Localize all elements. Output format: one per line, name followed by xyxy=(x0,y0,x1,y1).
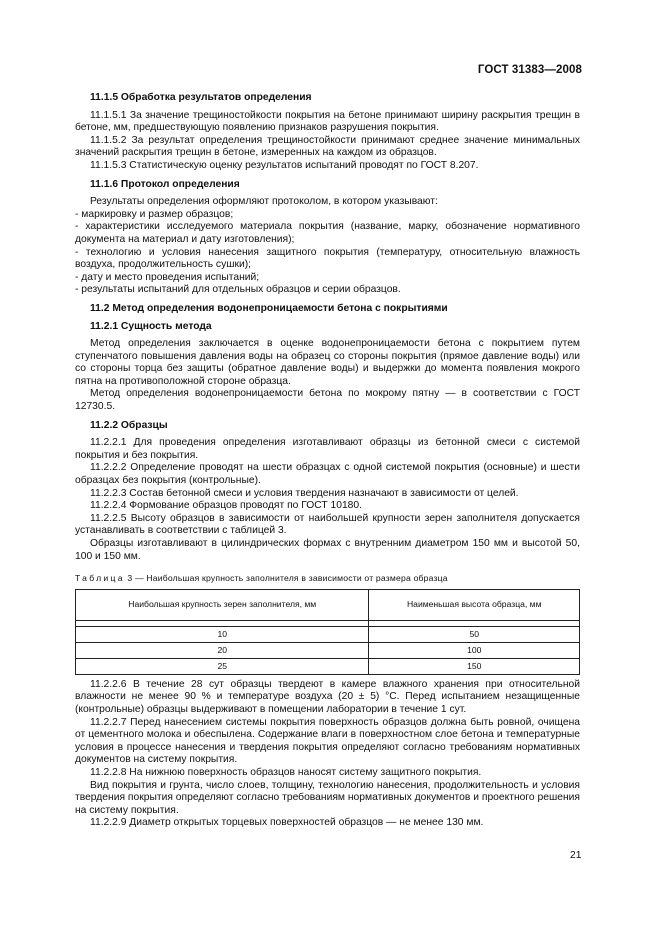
table-cell: 25 xyxy=(76,658,369,674)
para-11-2-2-7: 11.2.2.7 Перед нанесением системы покрытия поверхность образцов должна быть ровной, очищена от цементного молока и обеспылена. Содержание влаги в поверхностном слое бетона и температурные условия в процессе нанесения и твердения покрытия определяют согласно требованиям нормативных документов на систему покрытия. xyxy=(75,716,580,766)
table-header-cell: Наибольшая крупность зерен заполнителя, мм xyxy=(76,589,369,620)
para-11-1-5-1: 11.1.5.1 За значение трещиностойкости покрытия на бетоне принимают ширину раскрытия трещин в бетоне, мм, предшествующую появлению признаков разрушения покрытия. xyxy=(75,109,580,134)
para-11-2-2-6: 11.2.2.6 В течение 28 сут образцы твердеют в камере влажного хранения при относительной влажности не менее 90 % и температуре воздуха (20 ± 5) °С. Перед испытанием незащищенные (контрольные) образцы выдерживают в помещении лаборатории в течение 1 сут. xyxy=(75,678,580,715)
protocol-list-item: - технологию и условия нанесения защитного покрытия (температуру, относительную влажность воздуха, продолжительность сушки); xyxy=(75,246,580,271)
heading-11-1-6: 11.1.6 Протокол определения xyxy=(90,178,240,190)
method-essence-para: Метод определения заключается в оценке водонепроницаемости бетона с покрытием путем ступенчатого повышения давления воды на образец со стороны покрытия (прямое давление воды) или со стороны торца без защиты (обратное давление воды) и выдержки до момента появления мокрого пятна на противоположной стороне образца. xyxy=(75,338,580,387)
table-caption-word: Таблица xyxy=(75,573,125,584)
protocol-list-item: - характеристики исследуемого материала покрытия (название, марку, обозначение нормативного документа на материал и дату изготовления); xyxy=(75,221,580,245)
page-body xyxy=(75,92,580,830)
table-header-cell: Наименьшая высота образца, мм xyxy=(369,589,580,620)
table-cell: 150 xyxy=(369,658,580,674)
para-11-2-2-4: 11.2.2.4 Формование образцов проводят по ГОСТ 10180. xyxy=(90,500,362,512)
coating-conditions-para: Вид покрытия и грунта, число слоев, толщину, технологию нанесения, продолжительность и условия твердения покрытия определяют согласно требованиям нормативных документов и проектного решения на систему покрытия. xyxy=(75,779,580,816)
heading-11-2: 11.2 Метод определения водонепроницаемости бетона с покрытиями xyxy=(90,302,448,314)
protocol-intro: Результаты определения оформляют протоколом, в котором указывают: xyxy=(90,196,438,208)
table-cell: 20 xyxy=(76,642,369,658)
table-caption-text: 3 — Наибольшая крупность заполнителя в зависимости от размера образца xyxy=(127,573,448,584)
heading-11-2-1: 11.2.1 Сущность метода xyxy=(90,320,212,332)
para-11-2-2-9: 11.2.2.9 Диаметр открытых торцевых поверхностей образцов — не менее 130 мм. xyxy=(90,817,484,829)
table-cell: 10 xyxy=(76,626,369,642)
method-reference-para: Метод определения водонепроницаемости бетона по мокрому пятну — в соответствии с ГОСТ 12730.5. xyxy=(75,388,580,413)
para-11-2-2-8: 11.2.2.8 На нижнюю поверхность образцов наносят систему защитного покрытия. xyxy=(90,766,482,778)
table-row xyxy=(76,626,580,642)
table-3-caption xyxy=(75,572,580,585)
page-number: 21 xyxy=(570,850,582,861)
para-11-2-2-2: 11.2.2.2 Определение проводят на шести образцах с одной системой покрытия (основные) и шести образцах без покрытия (контрольные). xyxy=(75,462,580,487)
table-row xyxy=(76,642,580,658)
para-11-2-2-1: 11.2.2.1 Для проведения определения изготавливают образцы из бетонной смеси с системой покрытия и без покрытия. xyxy=(75,437,580,461)
table-cell: 100 xyxy=(369,642,580,658)
para-11-2-2-3: 11.2.2.3 Состав бетонной смеси и условия твердения назначают в зависимости от целей. xyxy=(90,487,519,499)
protocol-list-item: - дату и место проведения испытаний; xyxy=(75,271,260,283)
protocol-list-item: - результаты испытаний для отдельных образцов и серии образцов. xyxy=(75,284,401,296)
table-header-row xyxy=(76,589,580,620)
protocol-list-item: - маркировку и размер образцов; xyxy=(75,208,234,220)
specimen-form-para: Образцы изготавливают в цилиндрических формах с внутренним диаметром 150 мм и высотой 50, 100 и 150 мм. xyxy=(75,538,580,562)
table-3 xyxy=(75,589,580,675)
para-11-1-5-2: 11.1.5.2 За результат определения трещиностойкости принимают среднее значение минимальных значений раскрытия трещин в бетоне, измеренных на каждом из образцов. xyxy=(75,134,580,159)
para-11-2-2-5: 11.2.2.5 Высоту образцов в зависимости от наибольшей крупности зерен заполнителя допускается устанавливать в соответствии с таблицей 3. xyxy=(75,512,580,537)
table-row xyxy=(76,658,580,674)
para-11-1-5-3: 11.1.5.3 Статистическую оценку результатов испытаний проводят по ГОСТ 8.207. xyxy=(90,159,479,171)
document-code: ГОСТ 31383—2008 xyxy=(477,64,582,76)
heading-11-1-5: 11.1.5 Обработка результатов определения xyxy=(90,92,312,103)
table-cell: 50 xyxy=(369,626,580,642)
heading-11-2-2: 11.2.2 Образцы xyxy=(90,419,168,431)
